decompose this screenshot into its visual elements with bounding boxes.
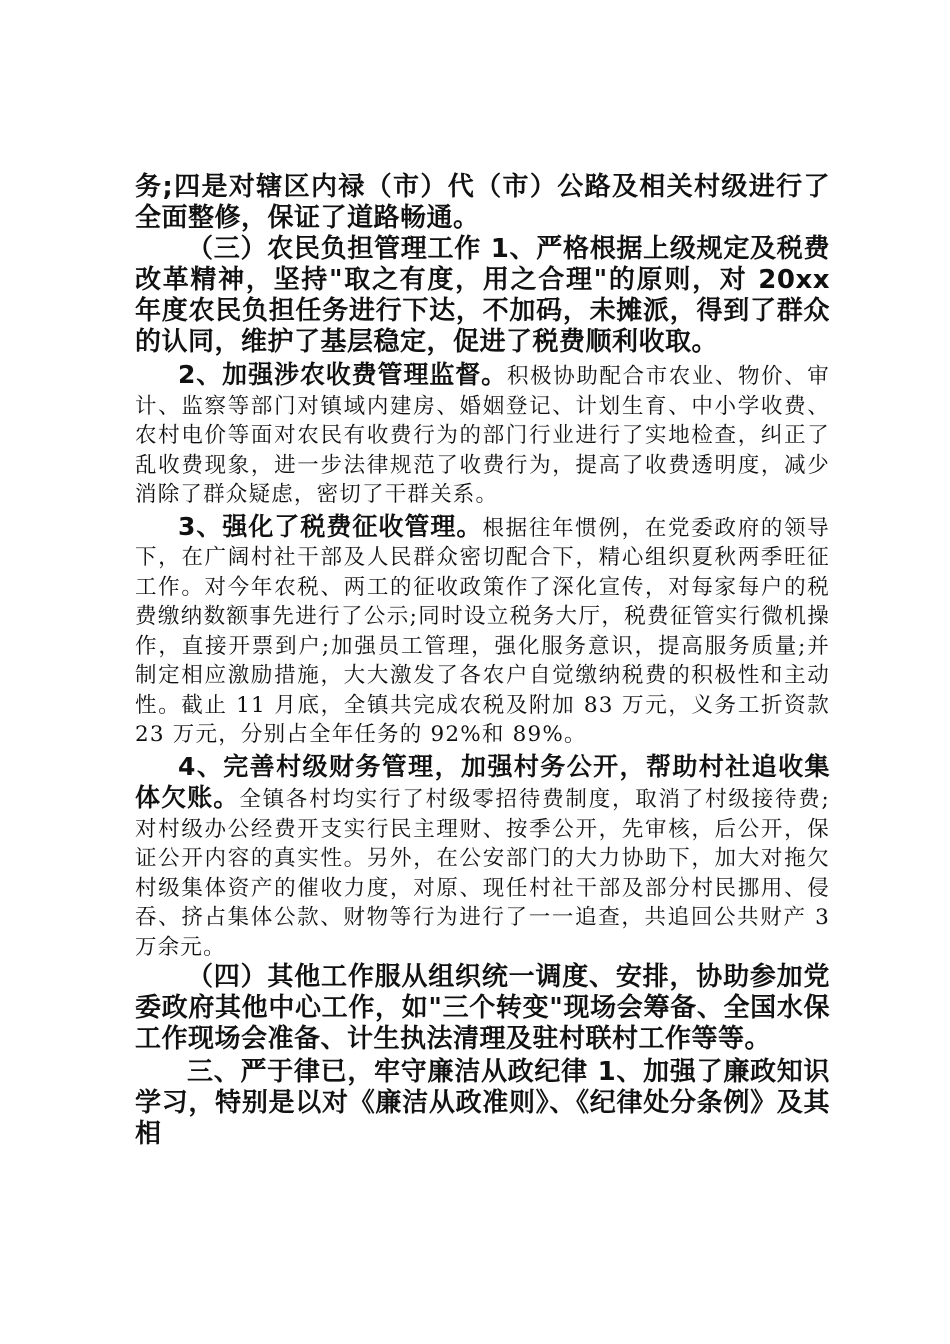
paragraph-3-text: 积极协助配合市农业、物价、审计、监察等部门对镇域内建房、婚姻登记、计划生育、中小学收费、农村电价等面对农民有收费行为的部门行业进行了实地检查，纠正了乱收费现象，进一步法律规范了收费行为，提高了收费透明度，减少消除了群众疑虑，密切了干群关系。 [135,364,830,507]
paragraph-1-text: 务;四是对辖区内禄（市）代（市）公路及相关村级进行了全面整修，保证了道路畅通。 [135,172,830,233]
paragraph-7-text: 三、严于律已，牢守廉洁从政纪律 1、加强了廉政知识学习，特别是以对《廉洁从政准则》、《纪律处分条例》及其相 [135,1057,830,1149]
paragraph-2 [135,234,830,358]
paragraph-2-text: （三）农民负担管理工作 1、严格根据上级规定及税费改革精神，坚持"取之有度，用之合理"的原则，对 20xx 年度农民负担任务进行下达，不加码，未摊派，得到了群众的认同，维护了基层稳定，促进了税费顺利收取。 [135,234,830,357]
paragraph-1 [135,172,830,234]
paragraph-5-lead: 4、完善村级财务管理，加强村务公开，帮助村社追收集体欠账。 [135,751,830,812]
paragraph-6 [135,962,830,1055]
paragraph-7 [135,1057,830,1150]
paragraph-4-text: 根据往年惯例，在党委政府的领导下，在广阔村社干部及人民群众密切配合下，精心组织夏秋两季旺征工作。对今年农税、两工的征收政策作了深化宣传，对每家每户的税费缴纳数额事先进行了公示;同时设立税务大厅，税费征管实行微机操作，直接开票到户;加强员工管理，强化服务意识，提高服务质量;并制定相应激励措施，大大激发了各农户自觉缴纳税费的积极性和主动性。截止 11 月底，全镇共完成农税及附加 83 万元，义务工折资款 23 万元，分别占全年任务的 92%和 89%。 [135,515,830,747]
paragraph-4 [135,512,830,750]
paragraph-3-lead: 2、加强涉农收费管理监督。 [178,360,508,389]
paragraph-6-text: （四）其他工作服从组织统一调度、安排，协助参加党委政府其他中心工作，如"三个转变"现场会筹备、全国水保工作现场会准备、计生执法清理及驻村联村工作等等。 [135,962,830,1054]
paragraph-4-lead: 3、强化了税费征收管理。 [178,511,483,541]
paragraph-3 [135,360,830,510]
document-body [135,172,830,1150]
paragraph-5 [135,752,830,963]
paragraph-5-text: 全镇各村均实行了村级零招待费制度，取消了村级接待费;对村级办公经费开支实行民主理财、按季公开，先审核，后公开，保证公开内容的真实性。另外，在公安部门的大力协助下，加大对拖欠村级集体资产的催收力度，对原、现任村社干部及部分村民挪用、侵吞、挤占集体公款、财物等行为进行了一一追查，共追回公共财产 3 万余元。 [135,787,830,960]
